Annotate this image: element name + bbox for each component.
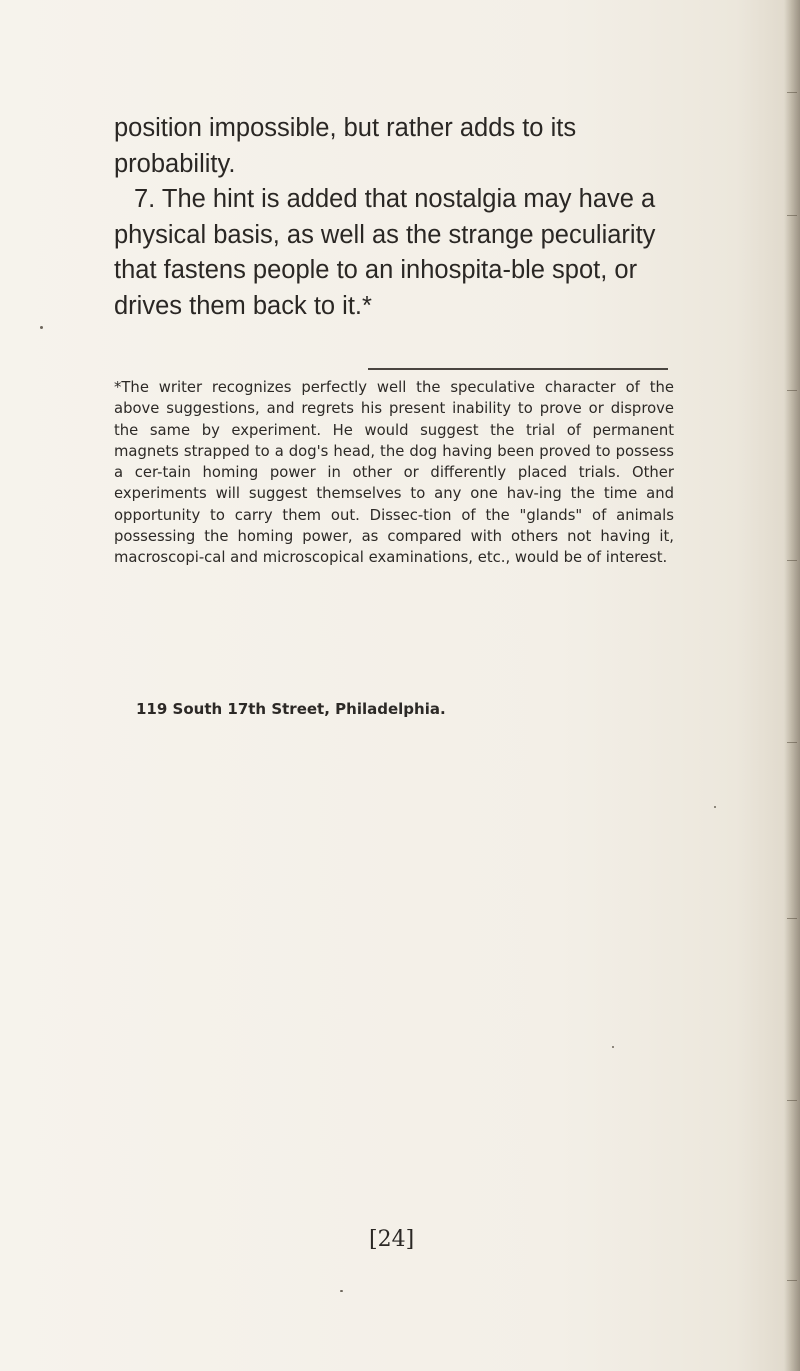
paragraph-7: 7. The hint is added that nostalgia may have a physical basis, as well as the strange peculiarity that fastens people to an inhospita-ble spot, or drives them back to it.* — [114, 185, 656, 320]
page-edge-shadow — [784, 0, 800, 1371]
edge-mark — [787, 918, 797, 919]
edge-mark — [787, 742, 797, 743]
edge-mark — [787, 92, 797, 93]
paper-speck — [714, 806, 716, 808]
footnote-block — [114, 377, 674, 569]
edge-mark — [787, 560, 797, 561]
footnote-text: *The writer recognizes perfectly well the speculative character of the above suggestions, and regrets his present inability to prove or disprove the same by experiment. He would suggest the trial of permanent magnets strapped to a dog's head, the dog having been proved to possess a cer-tain homing power in other or differently placed trials. Other experiments will suggest themselves to any one hav-ing the time and opportunity to carry them out. Dissec-tion of the "glands" of animals possessing the homing power, as compared with others not having it, macroscopi-cal and microscopical examinations, etc., would be of interest. — [114, 379, 674, 567]
edge-mark — [787, 1100, 797, 1101]
footnote-divider — [368, 368, 668, 370]
edge-mark — [787, 1280, 797, 1281]
edge-mark — [787, 390, 797, 391]
main-text-block — [114, 111, 676, 325]
paper-speck — [340, 1290, 343, 1292]
author-address: 119 South 17th Street, Philadelphia. — [136, 700, 446, 718]
paper-speck — [612, 1046, 614, 1048]
text-line-1: position impossible, but rather adds to its — [114, 114, 577, 142]
page-number: [24] — [369, 1227, 415, 1252]
text-line-2: probability. — [114, 149, 236, 178]
paper-speck — [40, 326, 43, 329]
edge-mark — [787, 215, 797, 216]
